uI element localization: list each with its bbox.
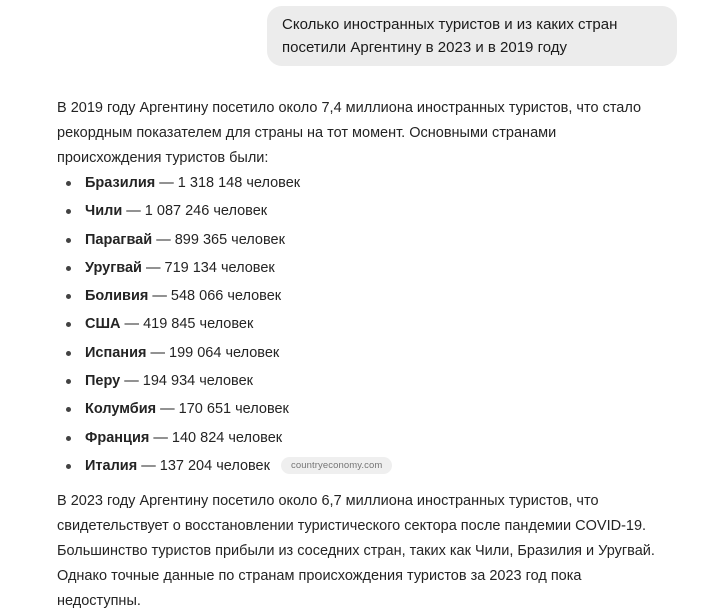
user-message-row: [0, 0, 709, 66]
country-value: 140 824 человек: [171, 429, 283, 446]
country-item: [57, 426, 657, 451]
assistant-message: [57, 96, 657, 614]
country-value: 719 134 человек: [164, 259, 275, 276]
bullet-icon: [66, 294, 71, 299]
country-item: [57, 228, 657, 253]
country-value: 1 087 246 человек: [144, 203, 268, 220]
bullet-icon: [66, 181, 71, 186]
bullet-icon: [66, 238, 71, 243]
country-value: 194 934 человек: [142, 373, 253, 390]
assistant-paragraph-2019: В 2019 году Аргентину посетило около 7,4 миллиона иностранных туристов, что стало рекордным показателем для страны на тот момент. Основными странами происхождения туристов были:: [57, 100, 642, 166]
country-item: [57, 397, 657, 422]
dash-separator: —: [160, 401, 175, 418]
country-name: Италия: [85, 457, 138, 474]
country-name: США: [85, 316, 121, 333]
country-name: Уругвай: [85, 259, 142, 276]
bullet-icon: [66, 322, 71, 327]
country-value: 199 064 человек: [169, 344, 280, 361]
country-name: Бразилия: [85, 175, 156, 191]
dash-separator: —: [156, 231, 171, 248]
bullet-icon: [66, 209, 71, 214]
user-message-text: Сколько иностранных туристов и из каких стран посетили Аргентину в 2023 и в 2019 году: [282, 16, 618, 56]
country-value: 899 365 человек: [174, 231, 285, 248]
dash-separator: —: [153, 429, 168, 446]
bullet-icon: [66, 436, 71, 441]
dash-separator: —: [141, 457, 156, 474]
country-list: [57, 171, 657, 479]
bullet-icon: [66, 266, 71, 271]
country-name: Колумбия: [85, 401, 157, 418]
country-value: 548 066 человек: [170, 288, 282, 305]
dash-separator: —: [124, 373, 139, 390]
country-item: [57, 312, 657, 337]
dash-separator: —: [126, 203, 141, 220]
country-item: [57, 341, 657, 366]
country-value: 170 651 человек: [178, 401, 289, 418]
country-item: [57, 454, 657, 479]
dash-separator: —: [124, 316, 140, 333]
assistant-paragraph-2023: В 2023 году Аргентину посетило около 6,7 миллиона иностранных туристов, что свидетельствует о восстановлении туристического сектора после пандемии COVID-19. Большинство туристов прибыли из соседних стран, таких как Чили, Бразилия и Уругвай. Однако точные данные по странам происхождения туристов за 2023 год пока недоступны.: [57, 493, 655, 610]
dash-separator: —: [159, 175, 174, 191]
country-item: [57, 284, 657, 309]
citation-badge[interactable]: countryeconomy.com: [281, 457, 392, 474]
bullet-icon: [66, 407, 71, 412]
dash-separator: —: [152, 288, 167, 305]
country-item: [57, 369, 657, 394]
country-name: Франция: [85, 429, 150, 446]
country-value: 1 318 148 человек: [177, 175, 301, 191]
country-item: [57, 199, 657, 224]
country-value: 137 204 человек: [159, 457, 270, 474]
country-value: 419 845 человек: [143, 316, 254, 333]
country-name: Перу: [85, 373, 121, 390]
country-name: Чили: [85, 203, 123, 220]
user-message-bubble: [267, 6, 677, 66]
dash-separator: —: [150, 344, 165, 361]
country-item: [57, 256, 657, 281]
country-name: Парагвай: [85, 231, 153, 248]
bullet-icon: [66, 379, 71, 384]
country-item: [57, 171, 657, 196]
country-name: Испания: [85, 344, 147, 361]
bullet-icon: [66, 464, 71, 469]
dash-separator: —: [145, 259, 161, 276]
country-name: Боливия: [85, 288, 149, 305]
bullet-icon: [66, 351, 71, 356]
